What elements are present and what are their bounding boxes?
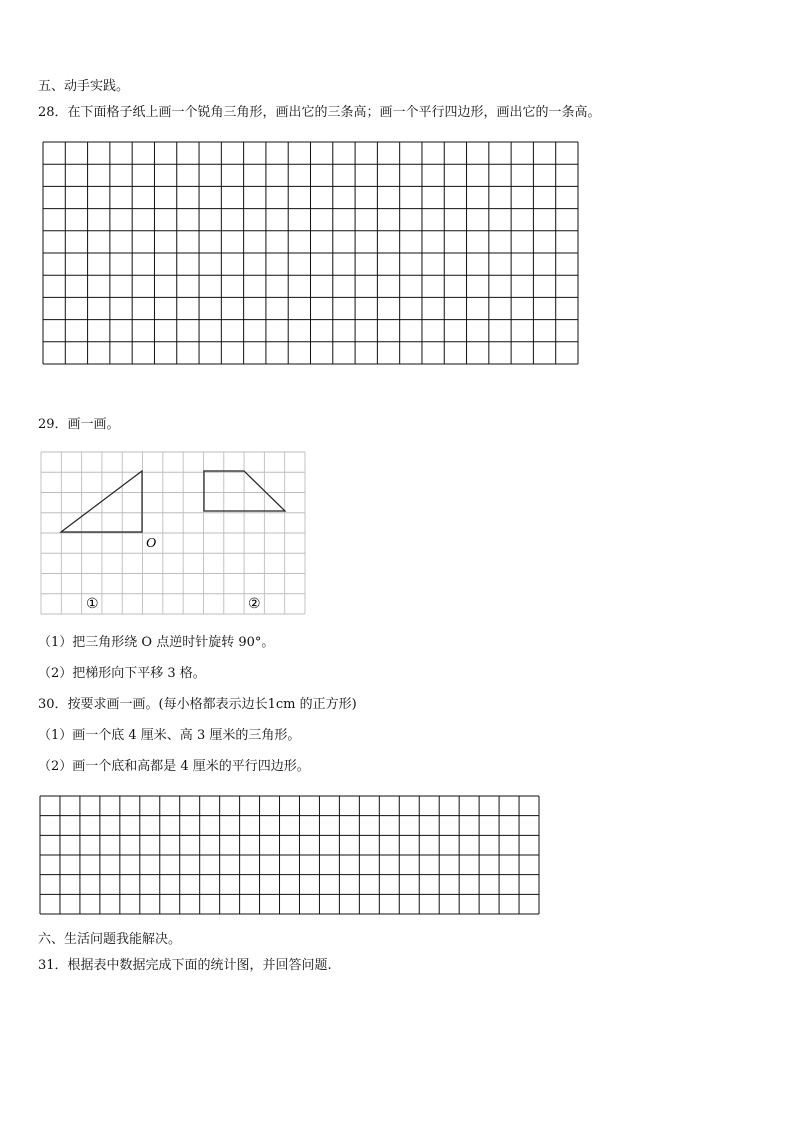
question-30-sub1: （1）画一个底 4 厘米、高 3 厘米的三角形。 xyxy=(38,728,301,743)
question-31-text: 31．根据表中数据完成下面的统计图，并回答问题. xyxy=(38,958,332,973)
point-o-label: O xyxy=(146,536,157,551)
figure-label-2: ② xyxy=(248,597,261,612)
figure-label-1: ① xyxy=(86,597,99,612)
grid-paper-q30[interactable] xyxy=(39,795,541,916)
question-29-sub1: （1）把三角形绕 O 点逆时针旋转 90°。 xyxy=(38,635,275,650)
section-6-heading: 六、生活问题我能解决。 xyxy=(38,932,182,947)
question-30-text: 30．按要求画一画。(每小格都表示边长1cm 的正方形) xyxy=(38,697,357,712)
rotation-translation-figure xyxy=(39,450,307,616)
question-29-sub2: （2）把梯形向下平移 3 格。 xyxy=(38,666,206,681)
question-29-text: 29．画一画。 xyxy=(38,417,120,432)
section-5-heading: 五、动手实践。 xyxy=(38,79,130,94)
grid-paper-q28[interactable] xyxy=(42,141,579,365)
question-28-text: 28．在下面格子纸上画一个锐角三角形，画出它的三条高；画一个平行四边形，画出它的一条高。 xyxy=(38,105,601,120)
question-30-sub2: （2）画一个底和高都是 4 厘米的平行四边形。 xyxy=(38,759,310,774)
